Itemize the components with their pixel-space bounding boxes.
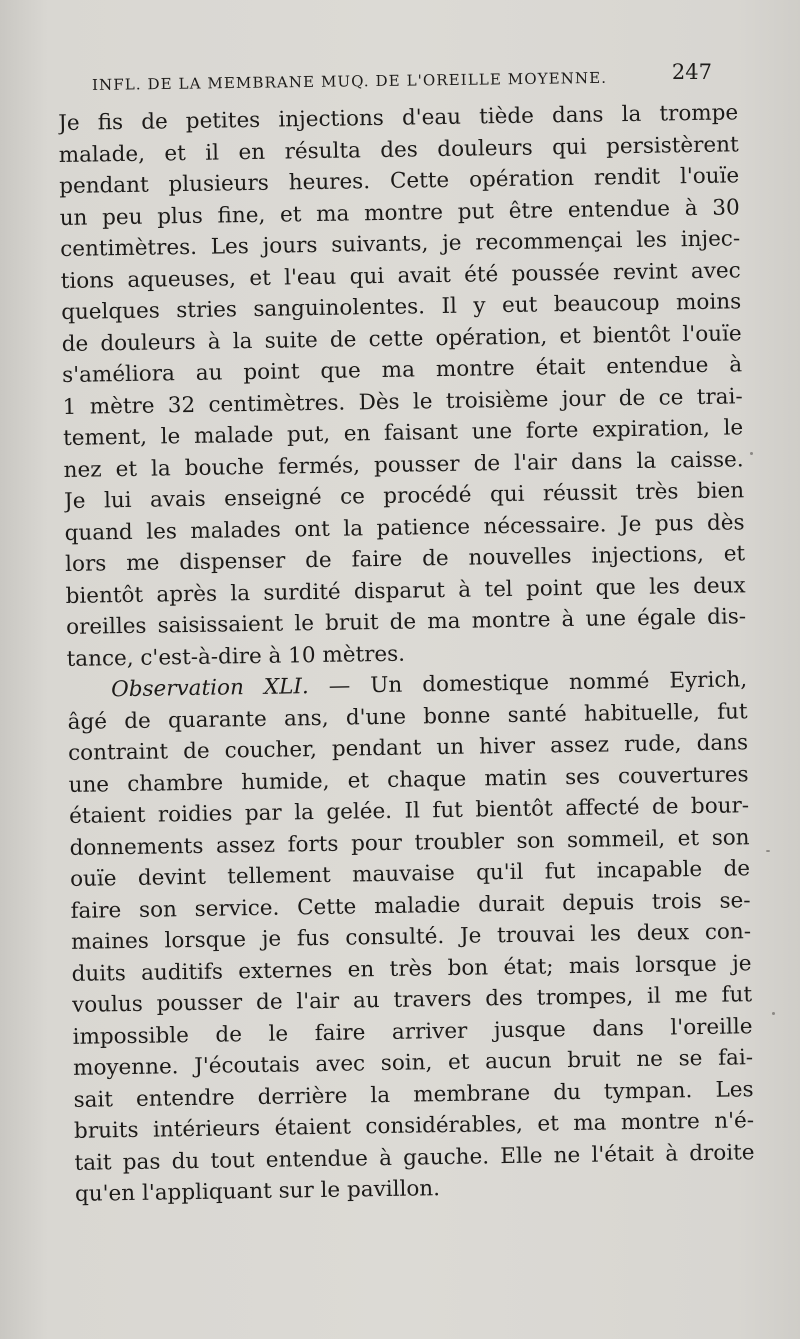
page-header <box>92 58 712 98</box>
text-line: tance, c'est-à-dire à 10 mètres. <box>66 641 406 672</box>
text-line: malade, et il en résulta des douleurs qui persistèrent <box>58 131 739 168</box>
text-line: lors me dispenser de faire de nouvelles injections, et <box>64 541 746 577</box>
text-line: qu'en l'appliquant sur le pavillon. <box>74 1176 441 1207</box>
text-line: Je fis de petites injections d'eau tiède dans la trompe <box>58 100 739 136</box>
text-line: moyenne. J'écoutais avec soin, et aucun bruit ne se fai- <box>72 1045 754 1081</box>
text-line: étaient roidies par la gelée. Il fut bientôt affecté de bour- <box>68 793 750 829</box>
text-line: centimètres. Les jours suivants, je recommençai les injec- <box>60 226 741 262</box>
text-line: quand les malades ont la patience nécessaire. Je pus dès <box>64 509 745 546</box>
paper-speck <box>772 1012 775 1015</box>
body-text <box>58 97 755 1210</box>
observation-label: Observation XLI. <box>110 674 309 703</box>
text-line: tait pas du tout entendue à gauche. Elle ne l'était à droite <box>74 1139 755 1176</box>
observation-first-line-text: — Un domestique nommé Eyrich, <box>328 667 748 699</box>
text-line: ouïe devint tellement mauvaise qu'il fut incapable de <box>69 856 751 892</box>
text-line: âgé de quarante ans, d'une bonne santé habituelle, fut <box>67 698 748 735</box>
page-number: 247 <box>671 60 712 84</box>
text-line: oreilles saisissaient le bruit de ma montre à une égale dis- <box>65 604 747 640</box>
text-line: Je lui avais enseigné ce procédé qui réussit très bien <box>63 478 745 514</box>
text-line: maines lorsque je fus consulté. Je trouvai les deux con- <box>70 919 752 955</box>
paragraph-1 <box>58 97 747 675</box>
paper-speck <box>766 850 770 852</box>
text-line: s'améliora au point que ma montre était entendue à <box>62 352 743 388</box>
text-line: de douleurs à la suite de cette opération, et bientôt l'ouïe <box>61 320 742 357</box>
text-line: faire son service. Cette maladie durait depuis trois se- <box>70 887 751 924</box>
text-line: une chambre humide, et chaque matin ses couvertures <box>68 761 749 798</box>
text-line: contraint de coucher, pendant un hiver assez rude, dans <box>67 730 749 766</box>
text-line: sait entendre derrière la membrane du tympan. Les <box>73 1076 754 1113</box>
text-line: 1 mètre 32 centimètres. Dès le troisième jour de ce trai- <box>62 383 743 420</box>
running-head: INFL. DE LA MEMBRANE MUQ. DE L'OREILLE MOYENNE. <box>91 68 608 94</box>
text-line: un peu plus fine, et ma montre put être entendue à 30 <box>59 194 740 231</box>
paper-speck <box>750 452 753 455</box>
text-line: nez et la bouche fermés, pousser de l'air dans la caisse. <box>63 446 744 483</box>
text-line: pendant plusieurs heures. Cette opération rendit l'ouïe <box>59 163 740 199</box>
text-line: tions aqueuses, et l'eau qui avait été poussée revint avec <box>60 257 741 294</box>
text-line: bientôt après la surdité disparut à tel point que les deux <box>65 572 746 609</box>
text-line: duits auditifs externes en très bon état; mais lorsque je <box>71 950 752 987</box>
text-line: donnements assez forts pour troubler son sommeil, et son <box>69 824 750 861</box>
text-line: bruits intérieurs étaient considérables, et ma montre n'é- <box>73 1108 755 1144</box>
text-line: tement, le malade put, en faisant une forte expiration, le <box>62 415 744 451</box>
text-line: voulus pousser de l'air au travers des trompes, il me fut <box>71 982 753 1018</box>
paragraph-2 <box>67 664 755 1210</box>
text-line: impossible de le faire arriver jusque dans l'oreille <box>72 1013 753 1050</box>
text-line: quelques stries sanguinolentes. Il y eut beaucoup moins <box>61 289 742 325</box>
